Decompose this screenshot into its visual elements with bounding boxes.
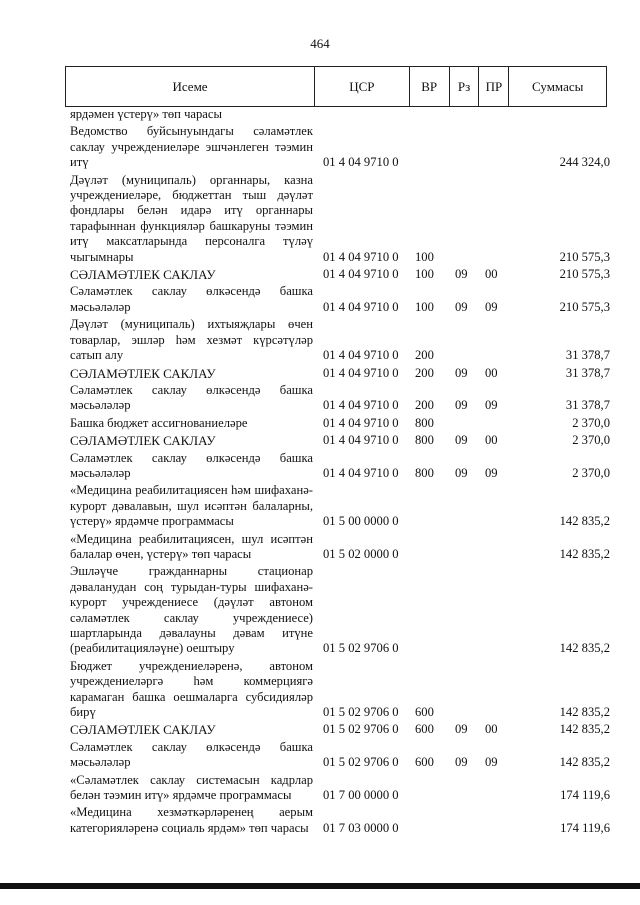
- cell-pr: 09: [485, 299, 498, 314]
- table-header: [65, 66, 607, 107]
- table-row: [70, 659, 610, 721]
- header-csr: ЦСР: [315, 67, 410, 106]
- cell-csr: 01 5 02 0000 0: [323, 546, 399, 561]
- cell-rz: 09: [455, 722, 468, 737]
- cell-name: Ведомство буйсынуындагы сәламәтлек саклау учреждениеләре эшчәнлеген тәэмин итү: [70, 124, 313, 170]
- cell-csr: 01 4 04 9710 0: [323, 433, 399, 448]
- header-rz: Рз: [450, 67, 480, 106]
- header-name: Исеме: [66, 67, 315, 106]
- cell-sum: 210 575,3: [559, 299, 610, 314]
- cell-sum: 31 378,7: [565, 365, 610, 380]
- cell-rz: 09: [455, 433, 468, 448]
- cell-csr: 01 5 02 9706 0: [323, 641, 399, 656]
- cell-csr: 01 4 04 9710 0: [323, 267, 399, 282]
- cell-sum: 210 575,3: [559, 249, 610, 264]
- cell-vr: 800: [415, 465, 434, 480]
- cell-pr: 00: [485, 433, 498, 448]
- cell-vr: 600: [415, 755, 434, 770]
- cell-vr: 800: [415, 415, 434, 430]
- table-row: [70, 317, 610, 363]
- cell-vr: 100: [415, 299, 434, 314]
- cell-pr: 00: [485, 722, 498, 737]
- cell-sum: 2 370,0: [572, 465, 610, 480]
- cell-pr: 00: [485, 267, 498, 282]
- cell-vr: 200: [415, 398, 434, 413]
- table-row: [70, 267, 610, 282]
- cell-csr: 01 5 00 0000 0: [323, 514, 399, 529]
- cell-sum: 174 119,6: [560, 820, 610, 835]
- cell-name: СӘЛАМӘТЛЕК САКЛАУ: [70, 365, 216, 381]
- table-row: [70, 366, 610, 381]
- cell-rz: 09: [455, 398, 468, 413]
- cell-csr: 01 4 04 9710 0: [323, 155, 399, 170]
- cell-name: Дәүләт (муниципаль) ихтыяҗлары өчен товарлар, эшләр һәм хезмәт күрсәтүләр сатып алу: [70, 317, 313, 363]
- cell-sum: 142 835,2: [559, 514, 610, 529]
- cell-name: СӘЛАМӘТЛЕК САКЛАУ: [70, 433, 216, 449]
- cell-csr: 01 4 04 9710 0: [323, 465, 399, 480]
- cell-name: Эшләүче гражданнарны стационар дәваланудан соң турыдан-туры шифаханә-курорт учреждениесе (дәүләт автоном сәламәтлек саклау учреждениесе) шартларында дәвалауны дәвам итүне (реабилитацияләүне) оештыру: [70, 564, 313, 656]
- cell-sum: 142 835,2: [559, 641, 610, 656]
- cell-csr: 01 4 04 9710 0: [323, 348, 399, 363]
- cell-pr: 09: [485, 398, 498, 413]
- cell-csr: 01 4 04 9710 0: [323, 415, 399, 430]
- table-row: [70, 124, 610, 170]
- cell-csr: 01 4 04 9710 0: [323, 299, 399, 314]
- cell-sum: 31 378,7: [565, 398, 610, 413]
- scan-edge-bar: [0, 883, 640, 889]
- table-row: [70, 383, 610, 414]
- table-row: [70, 451, 610, 482]
- cell-csr: 01 5 02 9706 0: [323, 722, 399, 737]
- cell-name: СӘЛАМӘТЛЕК САКЛАУ: [70, 722, 216, 738]
- table-row: [70, 483, 610, 529]
- cell-sum: 244 324,0: [559, 155, 610, 170]
- cell-csr: 01 5 02 9706 0: [323, 705, 399, 720]
- cell-name: СӘЛАМӘТЛЕК САКЛАУ: [70, 267, 216, 283]
- page-number: 464: [310, 36, 330, 51]
- cell-sum: 142 835,2: [559, 722, 610, 737]
- cell-vr: 100: [415, 267, 434, 282]
- header-pr: ПР: [479, 67, 509, 106]
- cell-vr: 100: [415, 249, 434, 264]
- table-row: [70, 740, 610, 771]
- table-row: [70, 107, 610, 122]
- table-row: [70, 416, 610, 431]
- cell-pr: 09: [485, 755, 498, 770]
- cell-vr: 800: [415, 433, 434, 448]
- cell-csr: 01 7 00 0000 0: [323, 788, 399, 803]
- cell-csr: 01 4 04 9710 0: [323, 365, 399, 380]
- cell-name: «Медицина хезмәткәрләренең аерым категорияләренә социаль ярдәм» төп чарасы: [70, 805, 313, 835]
- header-vr: ВР: [410, 67, 450, 106]
- table-row: [70, 773, 610, 804]
- cell-vr: 200: [415, 348, 434, 363]
- cell-name: Бюджет учреждениеләренә, автоном учреждениеләргә һәм коммерциягә карамаган башка оешмаларга субсидияләр бирү: [70, 658, 313, 720]
- cell-name: Дәүләт (муниципаль) органнары, казна учреждениеләре, бюджеттан тыш дәүләт фондлары белән идарә итү органнары тарафыннан функцияләр башкаруны тәэмин итү максатларында персоналга түләү чыгымнары: [70, 172, 313, 264]
- cell-sum: 142 835,2: [559, 705, 610, 720]
- cell-vr: 600: [415, 705, 434, 720]
- cell-rz: 09: [455, 267, 468, 282]
- table-row: [70, 433, 610, 448]
- cell-csr: 01 4 04 9710 0: [323, 249, 399, 264]
- cell-rz: 09: [455, 755, 468, 770]
- cell-name: Сәламәтлек саклау өлкәсендә башка мәсьәләләр: [70, 739, 313, 770]
- cell-vr: 200: [415, 365, 434, 380]
- cell-sum: 2 370,0: [572, 433, 610, 448]
- cell-rz: 09: [455, 465, 468, 480]
- cell-sum: 2 370,0: [572, 415, 610, 430]
- cell-rz: 09: [455, 365, 468, 380]
- cell-sum: 174 119,6: [560, 788, 610, 803]
- cell-csr: 01 5 02 9706 0: [323, 755, 399, 770]
- cell-vr: 600: [415, 722, 434, 737]
- cell-name: Башка бюджет ассигнованиеләре: [70, 415, 248, 430]
- cell-pr: 00: [485, 365, 498, 380]
- table-body: [70, 107, 610, 838]
- cell-csr: 01 7 03 0000 0: [323, 820, 399, 835]
- table-row: [70, 564, 610, 656]
- table-row: [70, 722, 610, 737]
- cell-name: Сәламәтлек саклау өлкәсендә башка мәсьәләләр: [70, 382, 313, 413]
- cell-csr: 01 4 04 9710 0: [323, 398, 399, 413]
- header-sum: Суммасы: [532, 78, 584, 94]
- cell-name: ярдәмен үстерү» төп чарасы: [70, 107, 222, 121]
- cell-name: Сәламәтлек саклау өлкәсендә башка мәсьәләләр: [70, 450, 313, 480]
- table-row: [70, 805, 610, 836]
- cell-rz: 09: [455, 299, 468, 314]
- cell-pr: 09: [485, 465, 498, 480]
- table-row: [70, 532, 610, 563]
- cell-sum: 210 575,3: [559, 267, 610, 282]
- cell-name: «Сәламәтлек саклау системасын кадрлар белән тәэмин итү» ярдәмче программасы: [70, 772, 313, 803]
- cell-name: Сәламәтлек саклау өлкәсендә башка мәсьәләләр: [70, 284, 313, 314]
- cell-name: «Медицина реабилитациясен, шул исәптән балалар өчен, үстерү» төп чарасы: [70, 531, 313, 561]
- table-row: [70, 284, 610, 315]
- cell-sum: 31 378,7: [565, 348, 610, 363]
- cell-sum: 142 835,2: [559, 755, 610, 770]
- table-row: [70, 173, 610, 265]
- cell-name: «Медицина реабилитациясен һәм шифаханә-курорт дәвалавын, шул исәптән балаларны, үстерү» ярдәмче программасы: [70, 483, 313, 529]
- cell-sum: 142 835,2: [559, 546, 610, 561]
